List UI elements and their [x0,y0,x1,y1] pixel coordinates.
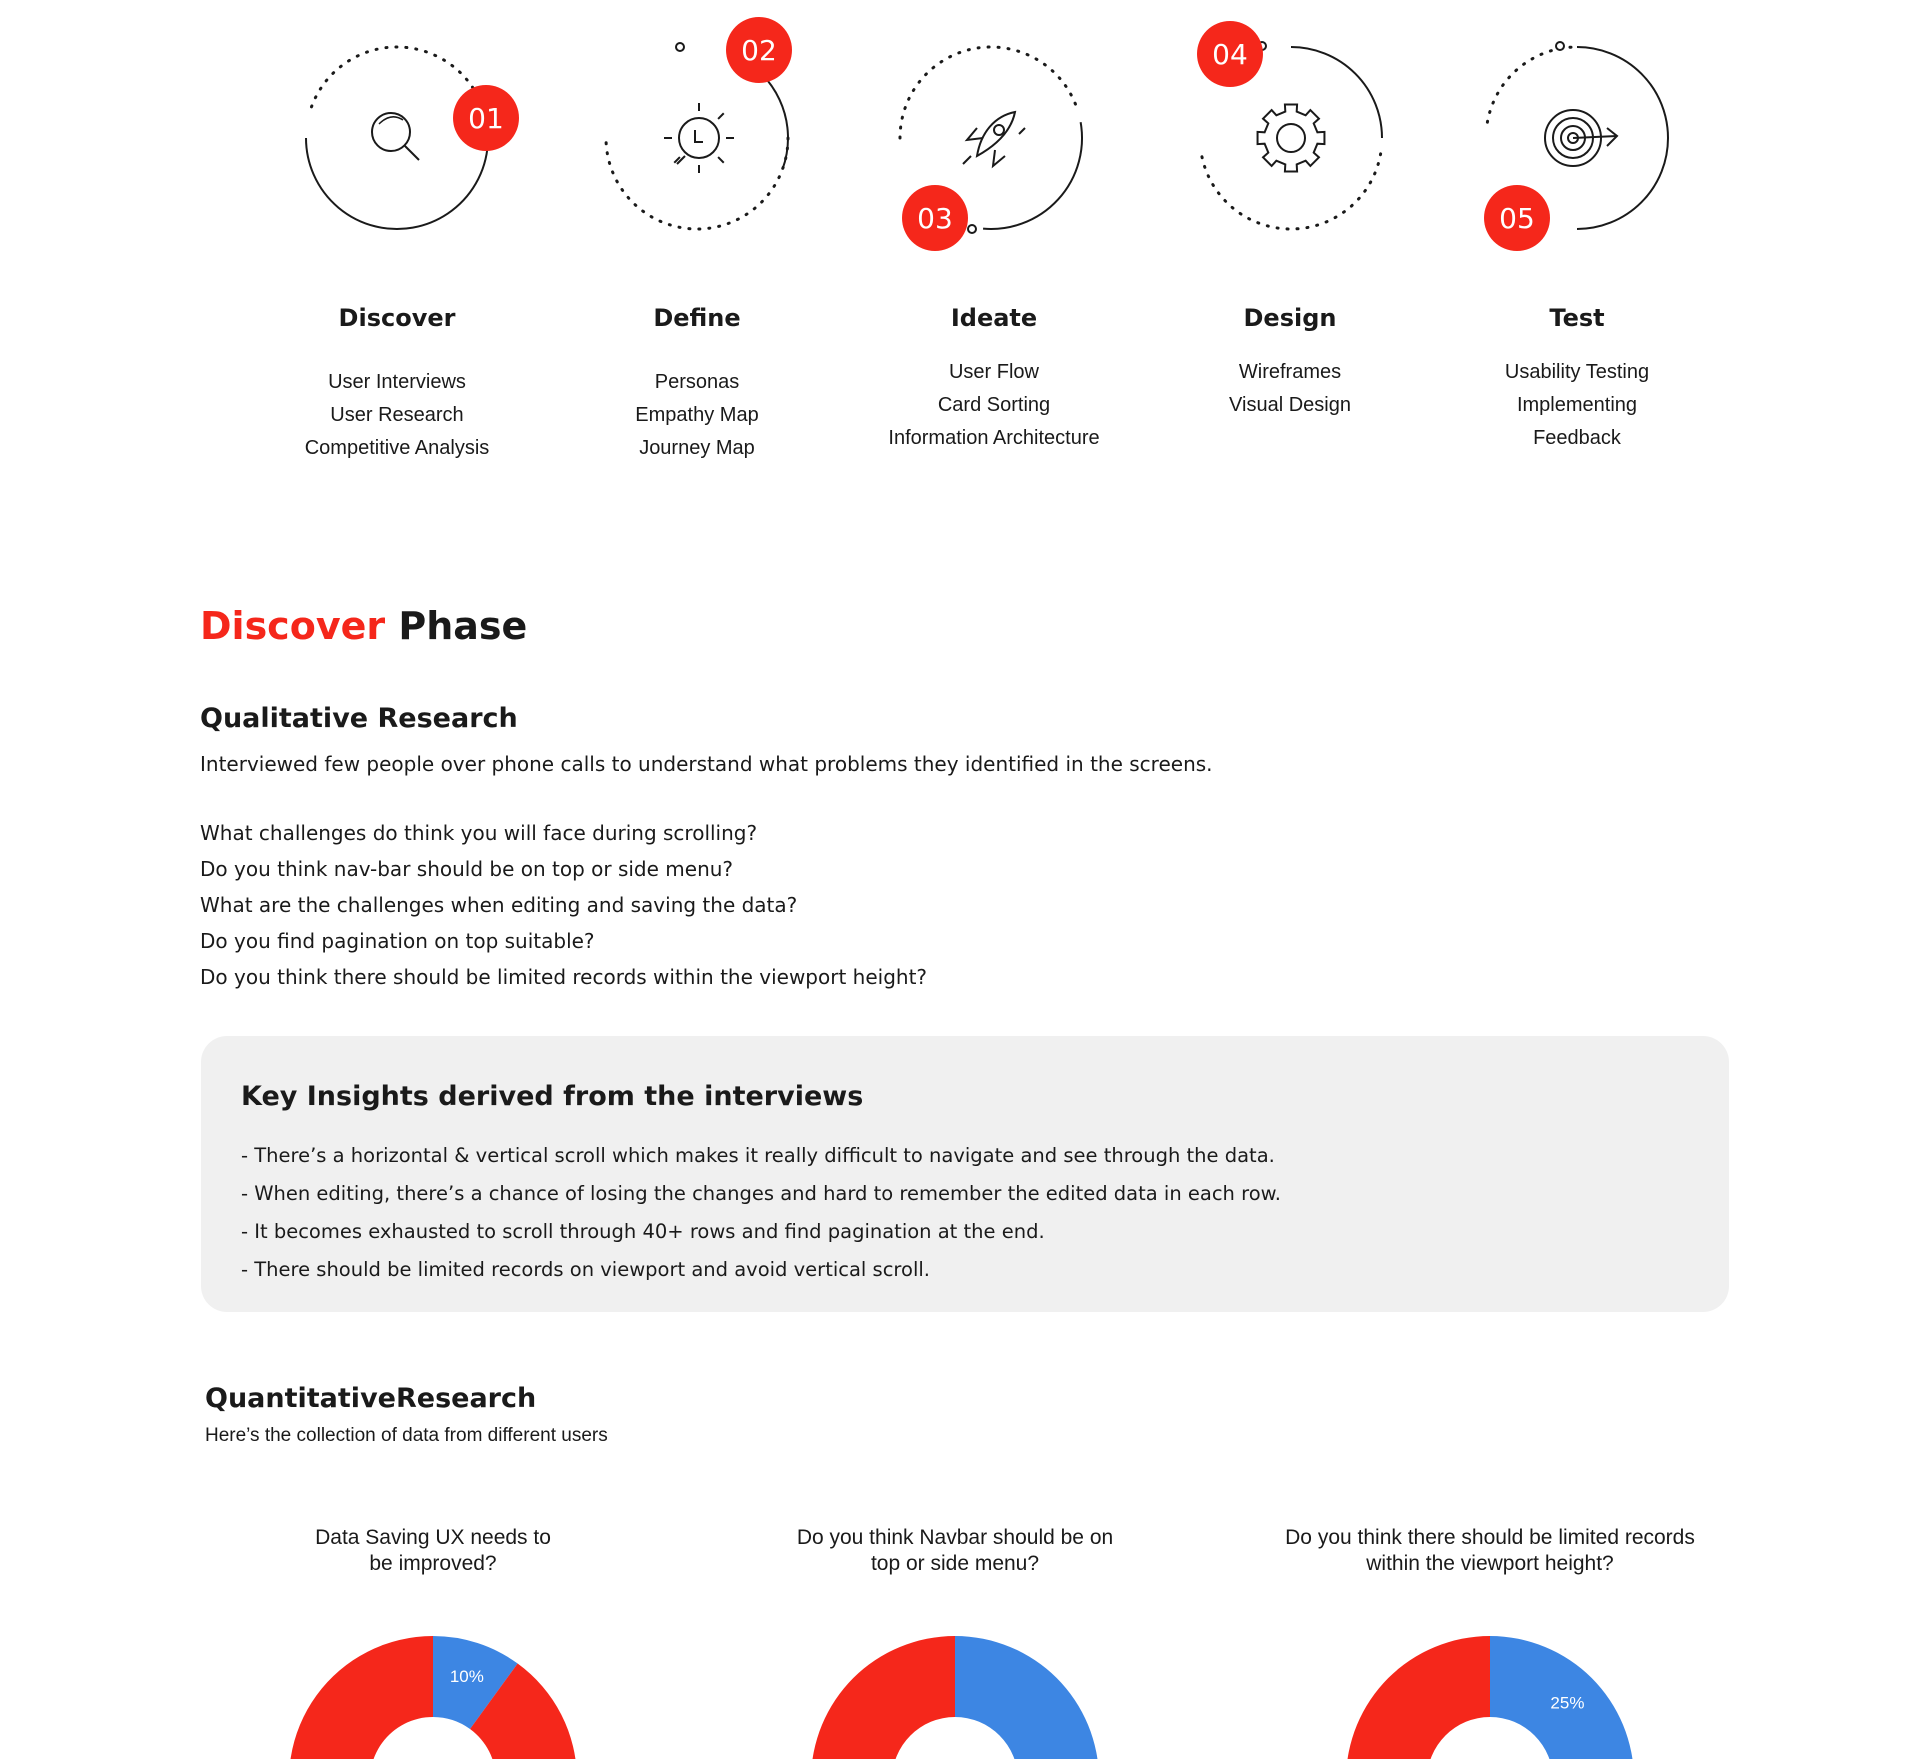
donut-slice [955,1636,1099,1759]
slice-label: 10% [449,1666,484,1686]
chart-title-line: Do you think Navbar should be on [796,1526,1114,1549]
gear-icon [1258,105,1325,172]
step-items [864,356,1124,455]
step-item: Visual Design [1229,394,1351,416]
step-item: Feedback [1533,427,1621,449]
chart-title [133,1525,733,1577]
key-insights-list [241,1137,1281,1289]
step-items [1160,356,1420,422]
insight-item: - When editing, there’s a chance of losing the changes and hard to remember the edited data in each row. [241,1182,1281,1205]
chart-title-line: Do you think there should be limited records [1285,1526,1695,1549]
insight-item: - It becomes exhausted to scroll through 40+ rows and find pagination at the end. [241,1220,1045,1243]
discover-phase-heading [200,604,527,648]
step-items [267,366,527,465]
process-step-design [1160,0,1420,480]
step-item: Empathy Map [635,404,759,426]
step-title: Define [653,304,741,332]
ring-dotted-arc [1201,154,1380,229]
target-icon [1545,110,1617,166]
chart-title [655,1525,1255,1577]
interview-questions [200,815,927,995]
magnifier-icon [372,113,419,160]
ring-end-dot [676,43,684,51]
key-insights-panel [201,1036,1729,1312]
slice-label: 25% [1550,1693,1585,1713]
question-item: What challenges do think you will face during scrolling? [200,821,758,845]
question-item: What are the challenges when editing and saving the data? [200,893,798,917]
step-title: Discover [338,304,456,332]
question-item: Do you think nav-bar should be on top or side menu? [200,857,734,881]
ring-dotted-arc [900,47,1077,138]
ring-solid-arc [1291,47,1382,138]
chart-title-line: be improved? [369,1552,497,1575]
quantitative-research-title: QuantitativeResearch [205,1383,537,1414]
step-number-badge: 04 [1197,21,1263,87]
step-item: User Flow [948,361,1039,383]
donut-chart [263,1619,603,1759]
process-step-discover [267,0,527,480]
process-ring [1447,0,1707,280]
step-number-badge: 01 [453,85,519,151]
donut-slice [811,1636,955,1759]
step-items [567,366,827,465]
ring-end-dot [1556,42,1564,50]
process-step-test [1447,0,1707,480]
chart-title-line: Data Saving UX needs to [315,1526,551,1549]
step-item: Competitive Analysis [304,437,490,459]
process-step-define [567,0,827,480]
donut-chart [1320,1619,1660,1759]
key-insights-title: Key Insights derived from the interviews [241,1081,864,1112]
step-item: User Research [330,404,464,426]
qualitative-intro: Interviewed few people over phone calls to understand what problems they identified in the screens. [200,752,1213,776]
heading-accent: Discover [200,604,386,648]
step-item: Personas [654,371,740,393]
question-item: Do you find pagination on top suitable? [200,929,595,953]
step-item: Information Architecture [888,427,1100,449]
chart-title-line: top or side menu? [870,1552,1040,1575]
quantitative-intro: Here’s the collection of data from different users [205,1425,608,1446]
chart-title-line: within the viewport height? [1366,1552,1614,1575]
qualitative-research-title: Qualitative Research [200,703,518,734]
step-number-badge: 02 [726,17,792,83]
heading-rest: Phase [398,604,528,648]
chart-title [1190,1525,1790,1577]
lightbulb-icon [664,103,734,173]
step-title: Design [1243,304,1337,332]
process-ring [864,0,1124,280]
process-step-ideate [864,0,1124,480]
donut-slice [289,1636,577,1759]
step-item: Journey Map [639,437,755,459]
step-number-badge: 03 [902,185,968,251]
step-items [1447,356,1707,455]
question-item: Do you think there should be limited records within the viewport height? [200,965,928,989]
step-title: Ideate [950,304,1038,332]
donut-chart [785,1619,1125,1759]
ring-dotted-arc [606,138,788,229]
ring-solid-arc [983,122,1082,229]
insight-item: - There’s a horizontal & vertical scroll which makes it really difficult to navigate and see through the data. [241,1144,1275,1167]
step-item: Usability Testing [1504,361,1650,383]
step-number-badge: 05 [1484,185,1550,251]
step-title: Test [1549,304,1605,332]
step-item: User Interviews [328,371,466,393]
step-item: Wireframes [1238,361,1342,383]
ring-end-dot [968,225,976,233]
rocket-icon [963,112,1025,166]
step-item: Card Sorting [937,394,1051,416]
step-item: Implementing [1516,394,1638,416]
insight-item: - There should be limited records on viewport and avoid vertical scroll. [241,1258,930,1281]
ring-dotted-arc [311,47,482,107]
